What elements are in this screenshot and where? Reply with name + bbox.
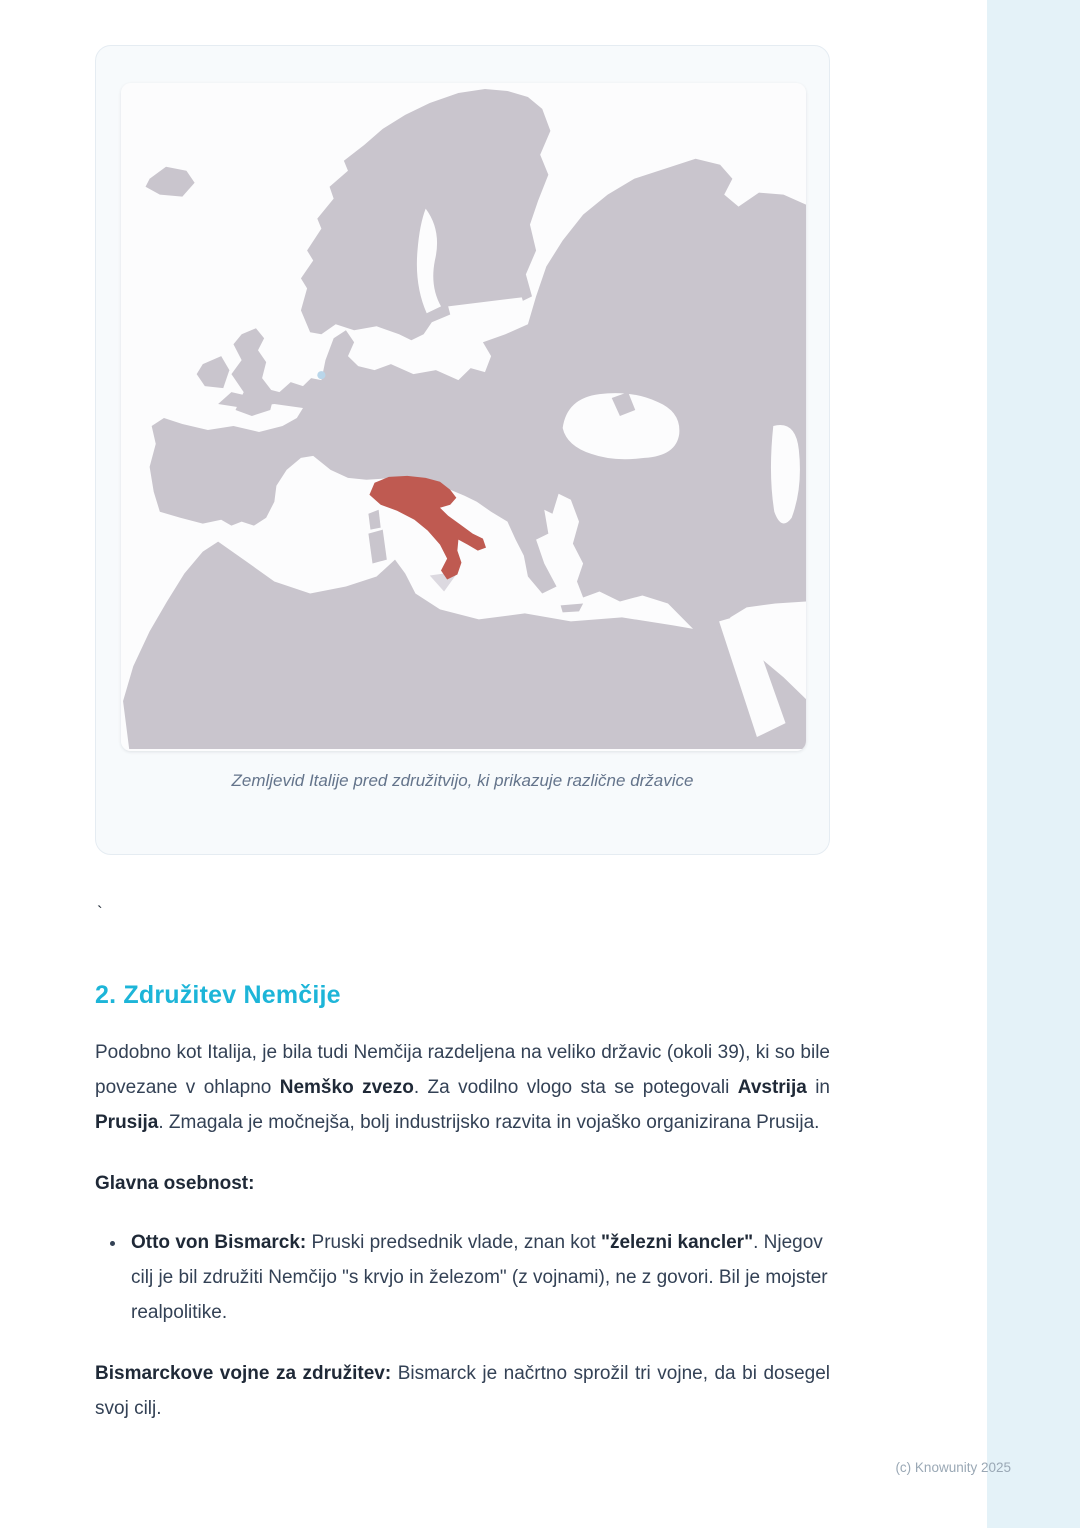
europe-map-italy-highlighted [121, 83, 806, 751]
map-lake-dot [317, 371, 325, 379]
right-accent-strip [987, 0, 1080, 1528]
copyright-text: (c) Knowunity 2025 [895, 1460, 1011, 1475]
document-content [95, 0, 830, 1427]
figure-card [95, 45, 830, 855]
section-heading: 2. Združitev Nemčije [95, 981, 341, 1009]
paragraph-bismarck-wars: Bismarckove vojne za združitev: Bismarck je načrtno sprožil tri vojne, da bi dosegel svoj cilj. [95, 1362, 830, 1419]
map-frame [121, 83, 806, 751]
figure-caption: Zemljevid Italije pred združitvijo, ki prikazuje različne državice [231, 771, 694, 790]
bullet-list [95, 1226, 830, 1331]
paragraph-glavna-osebnost: Glavna osebnost: [95, 1172, 255, 1194]
bullet-item-bismarck: • Otto von Bismarck: Pruski predsednik vlade, znan kot "železni kancler". Njegov cilj je bil združiti Nemčijo "s krvjo in železom" (z vojnami), ne z govori. Bil je mojster realpolitike. [127, 1226, 830, 1331]
paragraph-intro: Podobno kot Italija, je bila tudi Nemčija razdeljena na veliko državic (okoli 39), ki so bile povezane v ohlapno Nemško zvezo. Za vodilno vlogo sta se potegovali Avstrija in Prusija. Zmagala je močnejša, bolj industrijsko razvita in vojaško organizirana Prusija. [95, 1042, 830, 1133]
stray-backtick: ` [97, 903, 103, 922]
